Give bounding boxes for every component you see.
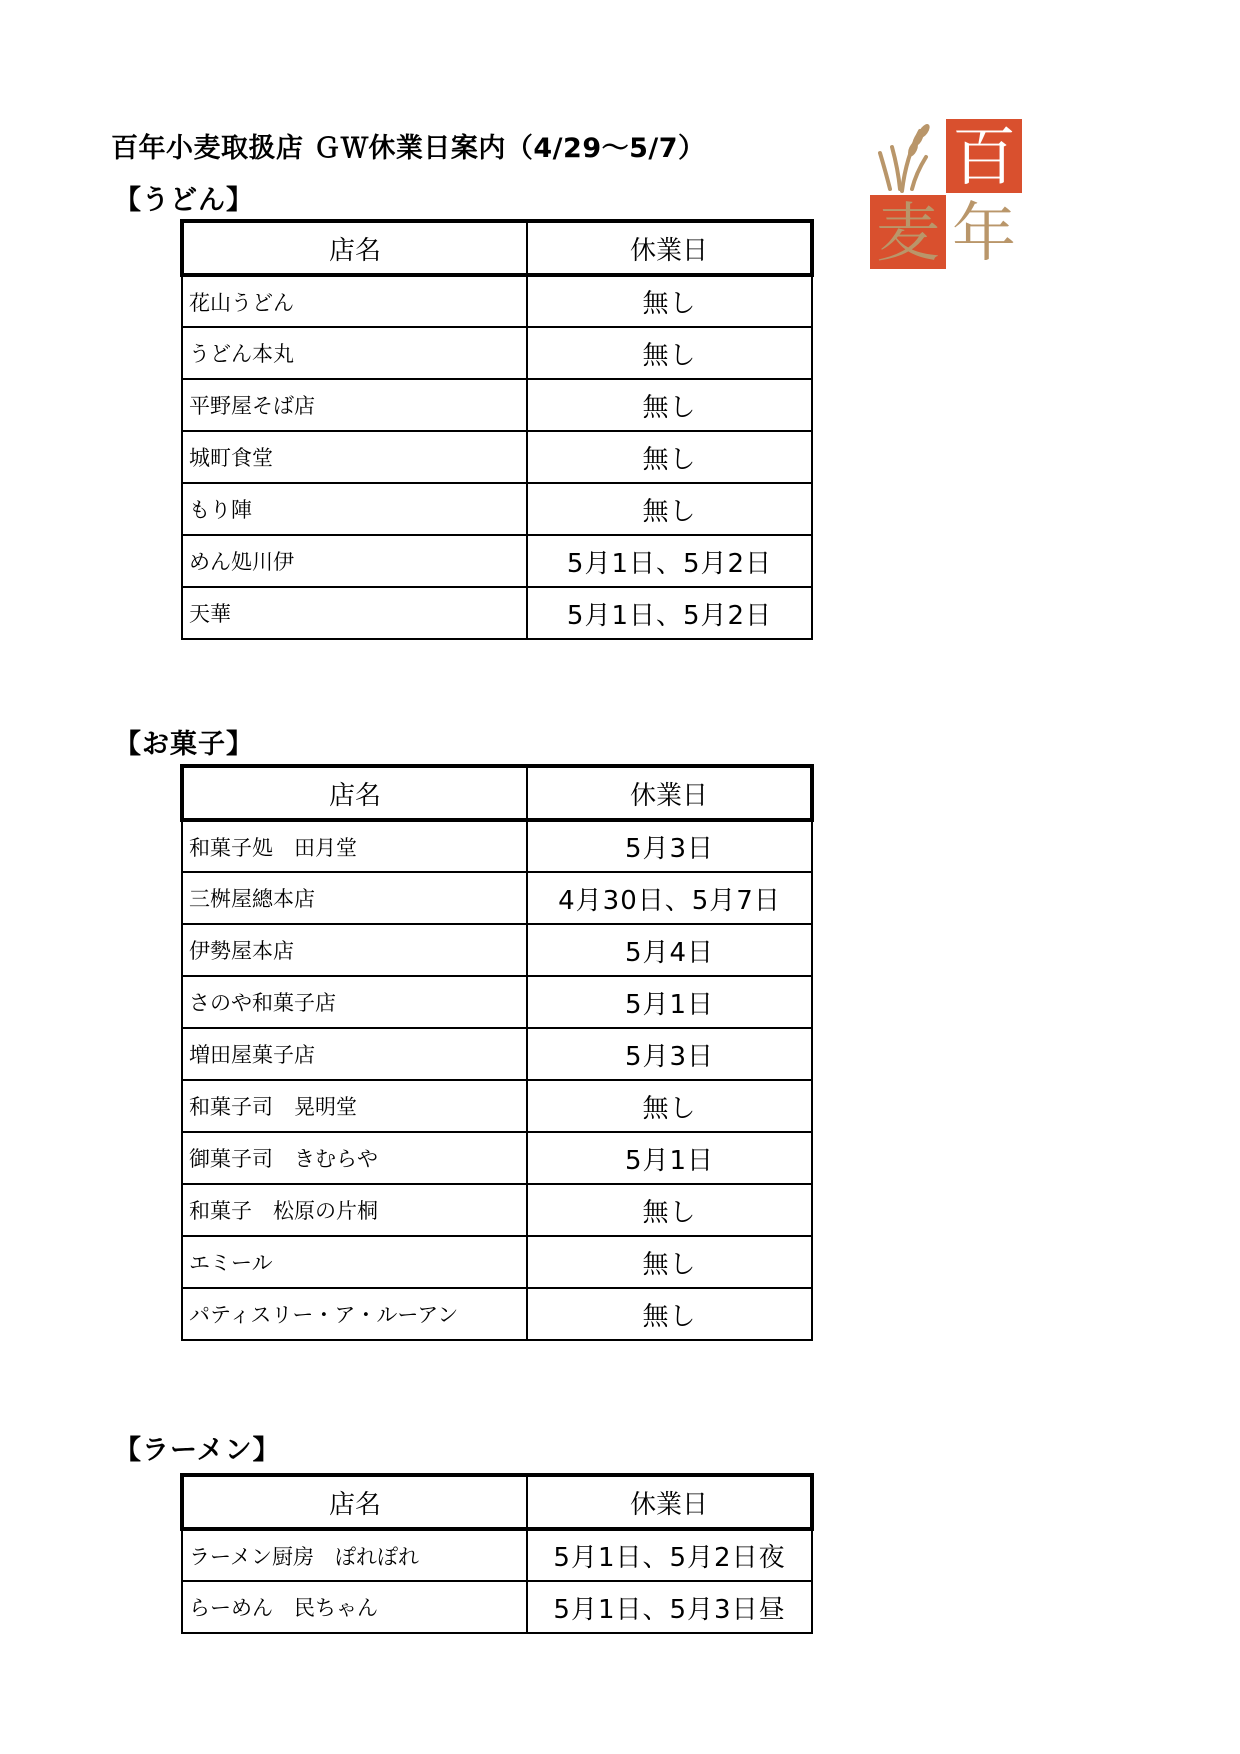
holiday-cell: 5月1日、5月2日 — [527, 587, 812, 639]
table-row — [182, 431, 812, 483]
shop-name-cell: 和菓子処 田月堂 — [182, 820, 527, 872]
shop-name-cell: 和菓子司 晃明堂 — [182, 1080, 527, 1132]
column-header-holiday: 休業日 — [527, 766, 812, 820]
shop-name-cell: めん処川伊 — [182, 535, 527, 587]
section-heading-ramen: 【ラーメン】 — [114, 1435, 281, 1466]
column-header-shop: 店名 — [182, 766, 527, 820]
table-row — [182, 327, 812, 379]
holiday-cell: 無し — [527, 1288, 812, 1340]
holiday-cell: 無し — [527, 431, 812, 483]
hyakunen-komugi-logo — [868, 117, 1028, 273]
table-row — [182, 872, 812, 924]
document-title: 百年小麦取扱店 ＧＷ休業日案内（4/29～5/7） — [111, 133, 706, 164]
holiday-cell: 無し — [527, 1184, 812, 1236]
holiday-cell: 5月3日 — [527, 1028, 812, 1080]
holiday-cell: 5月3日 — [527, 820, 812, 872]
logo-char-hyaku: 百 — [952, 121, 1016, 195]
shop-name-cell: 伊勢屋本店 — [182, 924, 527, 976]
wheat-icon — [880, 122, 932, 191]
table-row — [182, 1132, 812, 1184]
holiday-cell: 無し — [527, 327, 812, 379]
shop-name-cell: ラーメン厨房 ぽれぽれ — [182, 1529, 527, 1581]
holiday-cell: 無し — [527, 1080, 812, 1132]
ramen-table — [180, 1473, 814, 1634]
shop-name-cell: 三桝屋總本店 — [182, 872, 527, 924]
section-heading-okashi: 【お菓子】 — [114, 729, 254, 760]
table-row — [182, 1184, 812, 1236]
table-row — [182, 1236, 812, 1288]
holiday-cell: 5月1日、5月3日昼 — [527, 1581, 812, 1633]
table-row — [182, 1288, 812, 1340]
holiday-cell: 5月4日 — [527, 924, 812, 976]
table-header-row — [182, 221, 812, 275]
shop-name-cell: 増田屋菓子店 — [182, 1028, 527, 1080]
table-row — [182, 1028, 812, 1080]
table-row — [182, 924, 812, 976]
table-row — [182, 379, 812, 431]
shop-name-cell: もり陣 — [182, 483, 527, 535]
holiday-cell: 無し — [527, 1236, 812, 1288]
table-header-row — [182, 1475, 812, 1529]
table-row — [182, 1529, 812, 1581]
shop-name-cell: 御菓子司 きむらや — [182, 1132, 527, 1184]
column-header-holiday: 休業日 — [527, 221, 812, 275]
logo-char-nen: 年 — [952, 197, 1016, 271]
shop-name-cell: さのや和菓子店 — [182, 976, 527, 1028]
holiday-cell: 5月1日 — [527, 1132, 812, 1184]
table-row — [182, 976, 812, 1028]
holiday-cell: 4月30日、5月7日 — [527, 872, 812, 924]
shop-name-cell: うどん本丸 — [182, 327, 527, 379]
column-header-shop: 店名 — [182, 221, 527, 275]
okashi-table — [180, 764, 814, 1341]
table-row — [182, 1581, 812, 1633]
shop-name-cell: 天華 — [182, 587, 527, 639]
table-row — [182, 535, 812, 587]
shop-name-cell: パティスリー・ア・ルーアン — [182, 1288, 527, 1340]
holiday-cell: 5月1日 — [527, 976, 812, 1028]
holiday-cell: 5月1日、5月2日夜 — [527, 1529, 812, 1581]
shop-name-cell: らーめん 民ちゃん — [182, 1581, 527, 1633]
shop-name-cell: 花山うどん — [182, 275, 527, 327]
shop-name-cell: 和菓子 松原の片桐 — [182, 1184, 527, 1236]
column-header-shop: 店名 — [182, 1475, 527, 1529]
holiday-cell: 5月1日、5月2日 — [527, 535, 812, 587]
table-header-row — [182, 766, 812, 820]
table-row — [182, 820, 812, 872]
table-row — [182, 1080, 812, 1132]
section-heading-udon: 【うどん】 — [114, 185, 254, 216]
table-row — [182, 587, 812, 639]
table-row — [182, 275, 812, 327]
holiday-cell: 無し — [527, 275, 812, 327]
logo-char-mugi: 麦 — [876, 197, 940, 271]
shop-name-cell: 平野屋そば店 — [182, 379, 527, 431]
column-header-holiday: 休業日 — [527, 1475, 812, 1529]
table-row — [182, 483, 812, 535]
holiday-cell: 無し — [527, 379, 812, 431]
udon-table — [180, 219, 814, 640]
holiday-cell: 無し — [527, 483, 812, 535]
shop-name-cell: エミール — [182, 1236, 527, 1288]
shop-name-cell: 城町食堂 — [182, 431, 527, 483]
